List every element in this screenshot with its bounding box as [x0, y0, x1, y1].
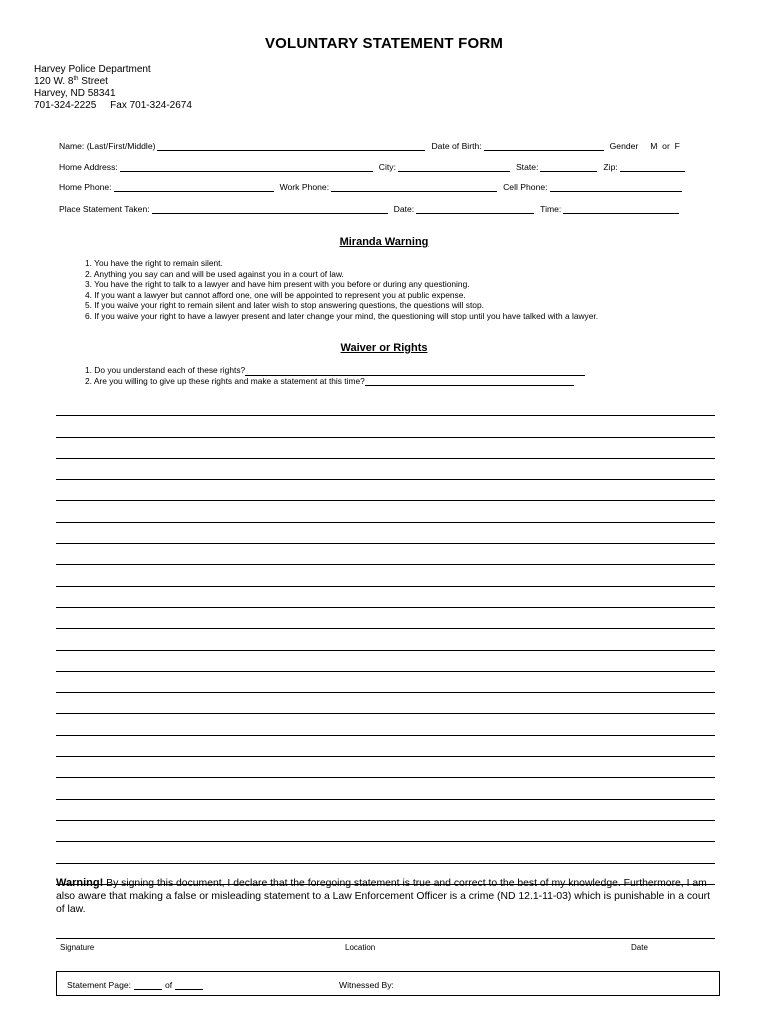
witnessed-label: Witnessed By:: [339, 980, 394, 990]
list-item: 4. If you want a lawyer but cannot afford one, one will be appointed to represent you at public expense.: [85, 289, 466, 300]
page-total-field[interactable]: [175, 981, 203, 990]
waiver-questions: [85, 365, 585, 386]
statement-line[interactable]: [56, 395, 715, 416]
home-phone-label: Home Phone:: [59, 182, 112, 192]
waiver-answer-1-field[interactable]: [245, 367, 585, 376]
date-field[interactable]: [416, 204, 534, 214]
statement-line[interactable]: [56, 565, 715, 586]
zip-label: Zip:: [603, 162, 618, 172]
time-label: Time:: [540, 204, 562, 214]
name-label: Name: (Last/First/Middle): [59, 141, 156, 151]
field-row-name: [59, 141, 682, 151]
statement-line[interactable]: [56, 800, 715, 821]
city-field[interactable]: [398, 162, 510, 172]
time-field[interactable]: [563, 204, 679, 214]
statement-line[interactable]: [56, 778, 715, 799]
warning-text: [56, 877, 721, 916]
statement-lines[interactable]: [56, 395, 715, 885]
warning-label: Warning!: [56, 877, 104, 889]
home-phone-field[interactable]: [114, 182, 274, 192]
list-item: 6. If you waive your right to have a lawyer present and later change your mind, the questioning will stop until you have talked with a lawyer.: [85, 310, 599, 321]
statement-line[interactable]: [56, 480, 715, 501]
department-street: 120 W. 8th Street: [34, 76, 108, 87]
list-item: 3. You have the right to talk to a lawyer and have him present with you before or during any questioning.: [85, 279, 470, 290]
statement-line[interactable]: [56, 821, 715, 842]
list-item: 2. Anything you say can and will be used against you in a court of law.: [85, 268, 344, 279]
statement-line[interactable]: [56, 757, 715, 778]
statement-line[interactable]: [56, 608, 715, 629]
waiver-heading: Waiver or Rights: [340, 342, 428, 354]
signature-date-label: Date: [631, 943, 648, 952]
cell-phone-label: Cell Phone:: [503, 182, 548, 192]
statement-page-group: [67, 980, 203, 990]
waiver-question-1: 1. Do you understand each of these rights?: [85, 365, 585, 376]
gender-label: Gender M or F: [609, 141, 680, 151]
page-number-field[interactable]: [134, 981, 162, 990]
waiver-question-2: 2. Are you willing to give up these rights and make a statement at this time?: [85, 376, 585, 387]
statement-line[interactable]: [56, 587, 715, 608]
state-label: State:: [515, 162, 539, 172]
warning-body: By signing this document, I declare that the foregoing statement is true and correct to the best of my knowledge. Furthermore, I am also aware that making a false or misleading statement to a Law Enforcement Officer is a crime (ND 12.1-11-03) which is punishable in a court of law.: [56, 878, 710, 915]
signature-label: Signature: [60, 943, 95, 952]
place-taken-label: Place Statement Taken:: [59, 204, 150, 214]
dob-field[interactable]: [484, 141, 604, 151]
work-phone-label: Work Phone:: [279, 182, 330, 192]
location-label: Location: [345, 943, 376, 952]
miranda-heading: Miranda Warning: [339, 236, 429, 248]
statement-line[interactable]: [56, 523, 715, 544]
footer-box: [56, 971, 720, 996]
field-row-phones: [59, 182, 688, 192]
list-item: 5. If you waive your right to remain silent and later wish to stop answering questions, the questions will stop.: [85, 300, 484, 311]
department-phone-fax: 701-324-2225 Fax 701-324-2674: [34, 100, 192, 111]
statement-line[interactable]: [56, 629, 715, 650]
cell-phone-field[interactable]: [550, 182, 682, 192]
department-city: Harvey, ND 58341: [34, 88, 116, 99]
waiver-answer-2-field[interactable]: [365, 377, 574, 386]
zip-field[interactable]: [620, 162, 685, 172]
statement-line[interactable]: [56, 416, 715, 437]
date-label: Date:: [393, 204, 415, 214]
field-row-address: [59, 162, 691, 172]
dob-label: Date of Birth:: [431, 141, 482, 151]
state-field[interactable]: [540, 162, 597, 172]
city-label: City:: [378, 162, 396, 172]
signature-line[interactable]: [56, 938, 715, 939]
home-address-field[interactable]: [120, 162, 373, 172]
department-name: Harvey Police Department: [34, 64, 151, 75]
statement-page-label: Statement Page:: [67, 980, 132, 990]
home-address-label: Home Address:: [59, 162, 118, 172]
statement-line[interactable]: [56, 736, 715, 757]
miranda-list: [85, 258, 598, 322]
statement-line[interactable]: [56, 438, 715, 459]
form-title: VOLUNTARY STATEMENT FORM: [264, 35, 504, 52]
list-item: 1. You have the right to remain silent.: [85, 258, 223, 268]
statement-line[interactable]: [56, 459, 715, 480]
statement-line[interactable]: [56, 672, 715, 693]
statement-line[interactable]: [56, 714, 715, 735]
statement-line[interactable]: [56, 544, 715, 565]
statement-line[interactable]: [56, 501, 715, 522]
department-address: [34, 64, 192, 112]
work-phone-field[interactable]: [331, 182, 497, 192]
of-label: of: [165, 980, 173, 990]
witnessed-group: [339, 980, 394, 990]
field-row-place: [59, 204, 685, 214]
statement-line[interactable]: [56, 842, 715, 863]
statement-line[interactable]: [56, 693, 715, 714]
place-taken-field[interactable]: [152, 204, 388, 214]
statement-line[interactable]: [56, 651, 715, 672]
name-field[interactable]: [157, 141, 425, 151]
